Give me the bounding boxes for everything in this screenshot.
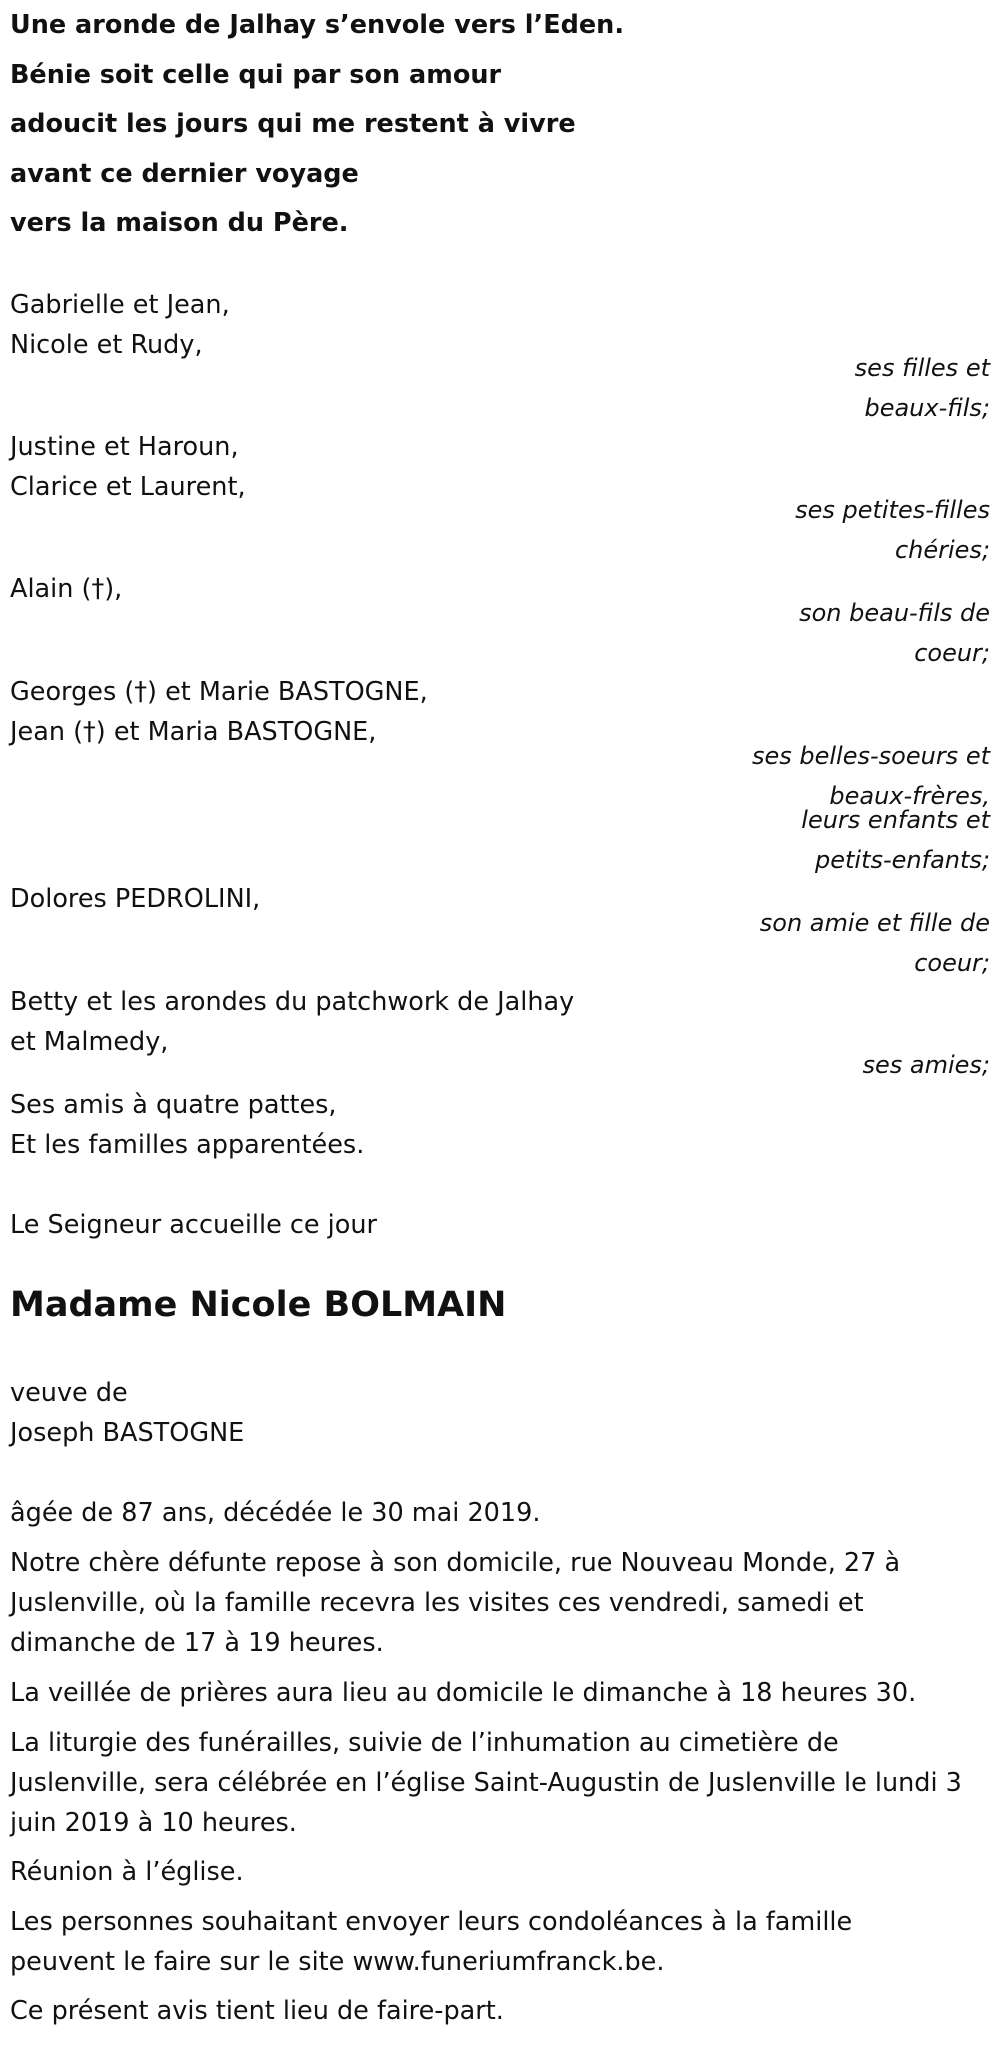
family-relation: chéries; xyxy=(894,536,990,564)
family-name-line: Clarice et Laurent, xyxy=(10,472,246,502)
family-relation: beaux-fils; xyxy=(864,394,990,422)
paragraph-line: Notre chère défunte repose à son domicile, rue Nouveau Monde, 27 à xyxy=(10,1548,901,1578)
paragraph-line: Réunion à l’église. xyxy=(10,1857,244,1887)
paragraph-line: Juslenville, sera célébrée en l’église Saint-Augustin de Juslenville le lundi 3 xyxy=(10,1768,962,1798)
family-name-line: Alain (†), xyxy=(10,574,123,604)
family-relation: ses belles-soeurs et xyxy=(751,742,990,770)
paragraph-line: La veillée de prières aura lieu au domicile le dimanche à 18 heures 30. xyxy=(10,1678,917,1708)
family-relation: ses petites-filles xyxy=(795,496,990,524)
paragraph-line: Les personnes souhaitant envoyer leurs condoléances à la famille xyxy=(10,1907,853,1937)
family-relation: coeur; xyxy=(914,949,990,977)
family-name-line: Georges (†) et Marie BASTOGNE, xyxy=(10,677,428,707)
poem-line: adoucit les jours qui me restent à vivre xyxy=(10,109,576,139)
family-name-line: Ses amis à quatre pattes, xyxy=(10,1090,337,1120)
intro-text: Le Seigneur accueille ce jour xyxy=(10,1210,378,1240)
family-relation: petits-enfants; xyxy=(815,846,990,874)
poem-line: vers la maison du Père. xyxy=(10,208,349,238)
poem-line: Bénie soit celle qui par son amour xyxy=(10,60,502,90)
family-name-line: Nicole et Rudy, xyxy=(10,330,203,360)
family-name-line: Dolores PEDROLINI, xyxy=(10,884,261,914)
family-relation: beaux-frères, xyxy=(829,782,990,810)
family-name-line: Jean (†) et Maria BASTOGNE, xyxy=(10,717,377,747)
age-death-text: âgée de 87 ans, décédée le 30 mai 2019. xyxy=(10,1498,541,1528)
family-relation: son amie et fille de xyxy=(759,909,990,937)
poem-line: Une aronde de Jalhay s’envole vers l’Eden. xyxy=(10,10,625,40)
widow-line: veuve de xyxy=(10,1378,128,1408)
family-name-line: Et les familles apparentées. xyxy=(10,1130,365,1160)
deceased-name: Madame Nicole BOLMAIN xyxy=(10,1285,507,1325)
paragraph-line: juin 2019 à 10 heures. xyxy=(10,1808,297,1838)
family-relation: leurs enfants et xyxy=(801,806,990,834)
paragraph-line: dimanche de 17 à 19 heures. xyxy=(10,1628,384,1658)
family-relation: ses filles et xyxy=(854,354,990,382)
poem-line: avant ce dernier voyage xyxy=(10,159,359,189)
widow-line: Joseph BASTOGNE xyxy=(10,1418,245,1448)
family-name-line: Betty et les arondes du patchwork de Jalhay xyxy=(10,987,575,1017)
family-relation: coeur; xyxy=(914,639,990,667)
family-name-line: et Malmedy, xyxy=(10,1027,169,1057)
paragraph-line: peuvent le faire sur le site www.funeriumfranck.be. xyxy=(10,1947,665,1977)
paragraph-line: Juslenville, où la famille recevra les visites ces vendredi, samedi et xyxy=(10,1588,864,1618)
family-name-line: Justine et Haroun, xyxy=(10,432,239,462)
paragraph-line: La liturgie des funérailles, suivie de l’inhumation au cimetière de xyxy=(10,1728,839,1758)
family-relation: ses amies; xyxy=(862,1051,990,1079)
paragraph-line: Ce présent avis tient lieu de faire-part. xyxy=(10,1996,504,2026)
family-name-line: Gabrielle et Jean, xyxy=(10,290,230,320)
family-relation: son beau-fils de xyxy=(799,599,990,627)
